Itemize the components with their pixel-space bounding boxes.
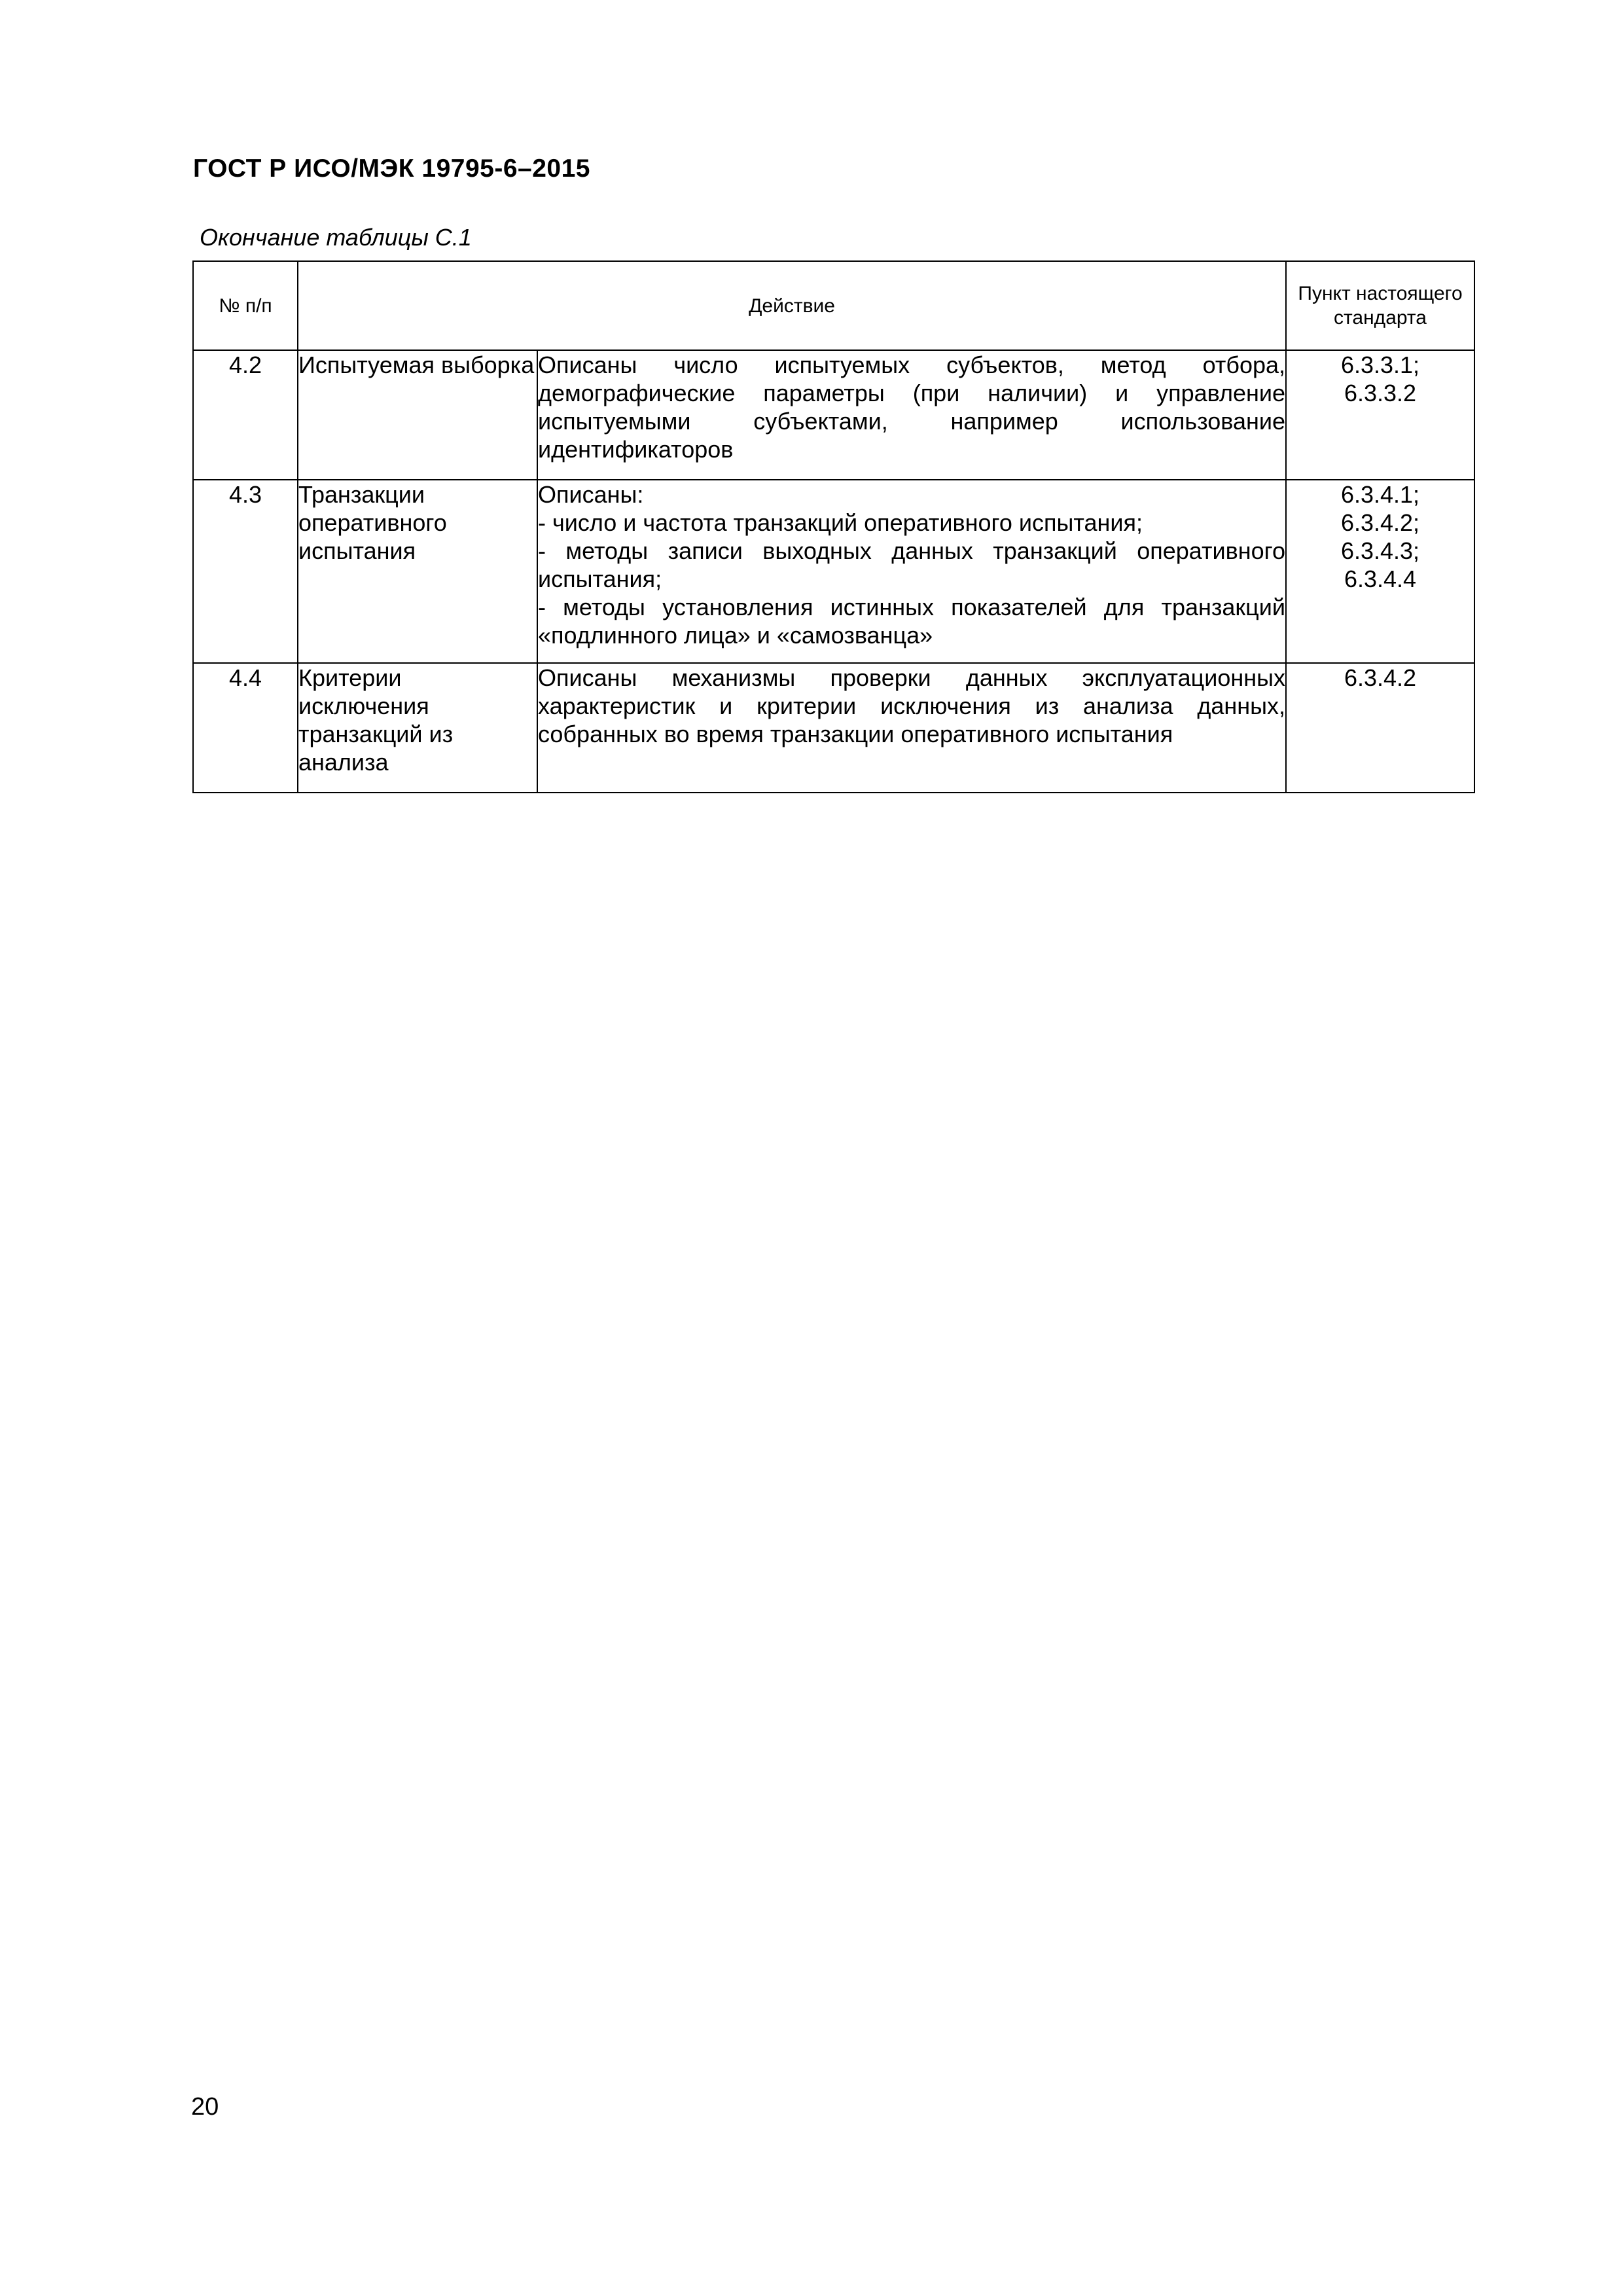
table-row [193,480,1474,663]
row-description: Описаны механизмы проверки данных эксплуатационных характеристик и критерии исключения из анализа данных, собранных во время транзакции оперативного испытания [537,663,1286,793]
row-description: Описаны число испытуемых субъектов, метод отбора, демографические параметры (при наличии) и управление испытуемыми субъектами, например использование идентификаторов [537,350,1286,480]
row-reference [1286,350,1474,480]
reference-item: 6.3.3.2 [1344,380,1417,406]
row-number: 4.2 [193,350,298,480]
row-reference [1286,663,1474,793]
table-row [193,350,1474,480]
page-number: 20 [191,2093,219,2121]
row-number: 4.3 [193,480,298,663]
description-line: - число и частота транзакций оперативного испытания; [538,509,1143,536]
row-number: 4.4 [193,663,298,793]
column-header-action: Действие [298,261,1286,350]
reference-item: 6.3.4.2; [1340,509,1420,536]
row-name: Транзакции оперативного испытания [298,480,537,663]
data-table [192,260,1475,793]
reference-item: 6.3.4.4 [1344,565,1417,592]
column-header-num: № п/п [193,261,298,350]
reference-item: 6.3.4.2 [1344,664,1417,691]
reference-item: 6.3.4.3; [1340,537,1420,564]
table-caption: Окончание таблицы С.1 [200,224,472,251]
table-header-row [193,261,1474,350]
reference-item: 6.3.3.1; [1340,351,1420,378]
reference-item: 6.3.4.1; [1340,481,1420,508]
row-reference [1286,480,1474,663]
column-header-ref: Пункт настоящего стандарта [1286,261,1474,350]
row-name: Критерии исключения транзакций из анализа [298,663,537,793]
description-line: - методы установления истинных показателей для транзакций «подлинного лица» и «самозванца» [538,594,1286,649]
document-header: ГОСТ Р ИСО/МЭК 19795-6–2015 [193,154,590,183]
description-line: - методы записи выходных данных транзакций оперативного испытания; [538,537,1286,592]
table-row [193,663,1474,793]
description-line: Описаны: [538,481,644,508]
row-description [537,480,1286,663]
row-name: Испытуемая выборка [298,350,537,480]
